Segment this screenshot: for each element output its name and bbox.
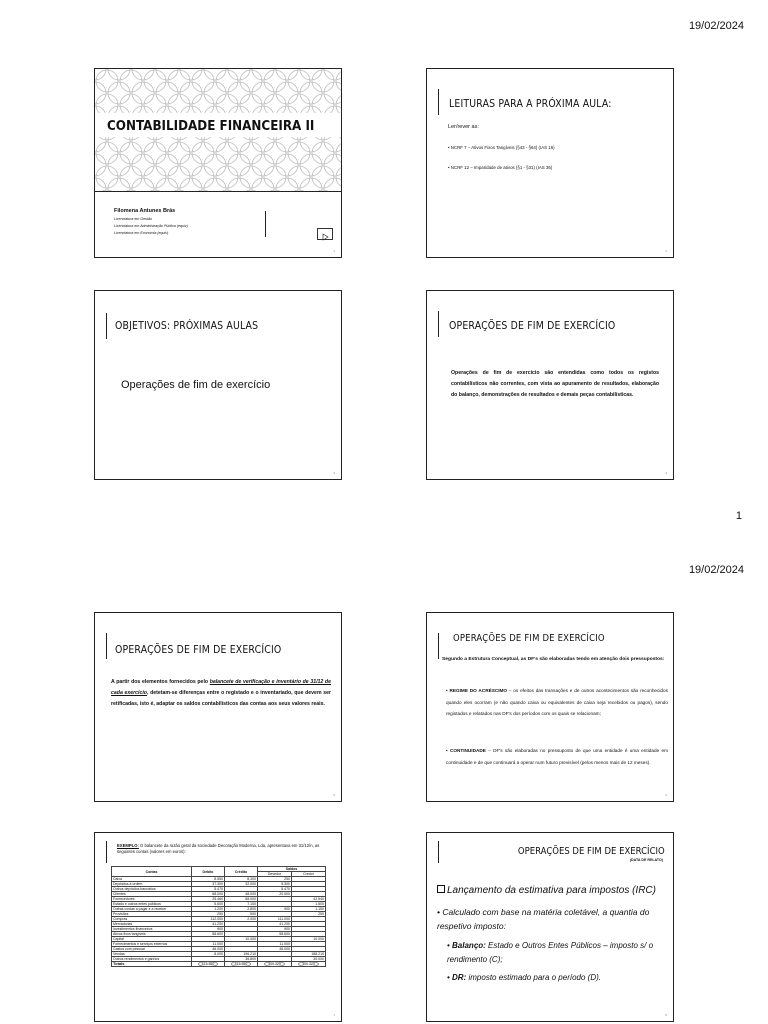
slide-number: 7 (333, 1013, 335, 1017)
value-cell: 8.000 (192, 952, 225, 957)
slide-title[interactable] (94, 68, 342, 258)
value-cell: 250 (258, 877, 292, 882)
accent-bar (265, 211, 266, 237)
author-credential: Licenciatura em Gestão (114, 217, 152, 221)
value-cell: 11.000 (258, 942, 292, 947)
totals-label: Totais (112, 962, 192, 967)
total-value: 300.320 (298, 962, 319, 967)
column-header: Saldos (258, 867, 326, 872)
play-icon[interactable] (317, 228, 333, 240)
dr-label: DR: (452, 973, 467, 982)
table-header-row (112, 867, 326, 872)
example-text: O balancete da razão geral da sociedade Decoração Moderna, Lda, apresentava em 31/12/n, as seguintes contas (valores em euros): (117, 843, 320, 854)
dr-text: imposto estimado para o período (D). (466, 973, 601, 982)
reading-item-text: NCRF 7 – Ativos Fixos Tangíveis (§43 - §64) (IAS 16) (450, 145, 555, 150)
value-cell: 10.000 (225, 937, 258, 942)
reading-item: • NCRF 12 – Imparidade de ativos (§1 - §31) (IAS 36) (448, 165, 553, 170)
going-concern-label: CONTINUIDADE (449, 748, 486, 753)
reading-item: • NCRF 7 – Ativos Fixos Tangíveis (§43 - §64) (IAS 16) (448, 145, 555, 150)
accent-bar (438, 311, 439, 337)
value-cell: 900 (258, 927, 292, 932)
value-cell: 250 (192, 912, 225, 917)
value-cell: 900 (258, 907, 292, 912)
slide-example[interactable] (94, 832, 342, 1022)
assumption-going-concern: • CONTINUIDADE – DF's são elaboradas no pressuposto de que uma entidade é uma entidade em continuidade e de que continuará a operar num futuro previsível (pelos menos mais de 12 meses). (446, 748, 668, 765)
account-name-cell: Mercadorias (112, 922, 192, 927)
value-cell: 41.200 (258, 922, 292, 927)
balance-text: Estado e Outros Entes Públicos – imposto s/ o rendimento (C); (447, 941, 654, 964)
value-cell: 20.000 (258, 892, 292, 897)
slide-definition[interactable] (426, 290, 674, 480)
account-name-cell: Outros rendimentos e ganhos (112, 957, 192, 962)
value-cell: 48.000 (225, 892, 258, 897)
value-cell: 5.300 (258, 882, 292, 887)
assumption-accrual: • REGIME DO ACRÉSCIMO – os efeitos das transações e de outros acontecimentos são reconhecidos quando eles ocorram (e não quando caixa ou equivalentes de caixa seja recebidos ou pagos), sendo registados e relatados nas DF's dos períodos com os quais se relacionam; (446, 688, 668, 716)
definition-text: Operações de fim de exercício são entendidas como todos os registos contabilísticos não correntes, com vista ao apuramento de resultados, elaboração do balanço, demonstrações de resultados e demais peças contabilísticas. (451, 370, 659, 398)
slide-number: 4 (665, 471, 667, 475)
account-name-cell: Provisões (112, 912, 192, 917)
dr-bullet: • DR: imposto estimado para o período (D). (447, 973, 601, 982)
slide-heading: OPERAÇÕES DE FIM DE EXERCÍCIO (518, 846, 665, 857)
value-cell: 68.000 (192, 892, 225, 897)
checkbox-icon (437, 885, 445, 893)
value-cell: 37.300 (192, 882, 225, 887)
objective-text: Operações de fim de exercício (121, 379, 271, 391)
total-cell (258, 962, 292, 967)
value-cell: 188.210 (292, 952, 326, 957)
slide-heading: OPERAÇÕES DE FIM DE EXERCÍCIO (453, 633, 605, 644)
value-cell: 5.470 (192, 887, 225, 892)
trial-balance-table (111, 866, 326, 967)
account-name-cell: Fornecedores (112, 897, 192, 902)
value-cell: 58.600 (192, 932, 225, 937)
accrual-text: – os efeitos das transações e de outros acontecimentos são reconhecidos quando eles ocorram (e não quando caixa ou equivalentes de caixa seja recebidos ou pagos), sendo registados e relatados nas DF's dos períodos com os quais se relacionam; (446, 688, 668, 716)
total-cell (292, 962, 326, 967)
example-intro (117, 843, 331, 855)
value-cell: 25.460 (192, 897, 225, 902)
value-cell: 250 (292, 912, 326, 917)
value-cell: 2.800 (225, 907, 258, 912)
account-name-cell: Clientes (112, 892, 192, 897)
value-cell: 2.000 (225, 917, 258, 922)
tax-bullet: • Calculado com base na matéria coletável, a quantia do respetivo imposto: (437, 907, 650, 931)
slide-heading: OPERAÇÕES DE FIM DE EXERCÍCIO (449, 319, 616, 332)
value-cell: 68.000 (225, 897, 258, 902)
value-cell: 11.000 (192, 942, 225, 947)
slide-differences[interactable] (94, 612, 342, 802)
slide-number: 2 (665, 249, 667, 253)
account-name-cell: Ativos fixos tangíveis (112, 932, 192, 937)
example-label: EXEMPLO: (117, 843, 139, 848)
account-name-cell: Investimentos financeiros (112, 927, 192, 932)
value-cell: 46.000 (192, 947, 225, 952)
tax-heading-text: Lançamento da estimativa para impostos (IRC) (447, 885, 656, 896)
author-credential: Licenciatura em Administração Pública (equiv) (114, 224, 188, 228)
account-name-cell: Depósitos à ordem (112, 882, 192, 887)
value-cell: 196.210 (225, 952, 258, 957)
balance-bullet: • Balanço: Estado e Outros Entes Públicos – imposto s/ o rendimento (C); (447, 941, 654, 964)
value-cell: 1.500 (292, 902, 326, 907)
total-cell (192, 962, 225, 967)
table-totals-row (112, 962, 326, 967)
slide-heading: LEITURAS PARA A PRÓXIMA AULA: (449, 97, 612, 110)
page-date: 19/02/2024 (688, 564, 744, 576)
author-name: Filomena Antunes Brás (114, 208, 176, 214)
page-number: 1 (735, 510, 742, 522)
going-concern-text: – DF's são elaboradas no pressuposto de que uma entidade é uma entidade em continuidade e de que continuará a operar num futuro previsível (pelos menos mais de 12 meses). (446, 748, 668, 765)
account-name-cell: Gastos com pessoal (112, 947, 192, 952)
accent-bar (106, 633, 107, 659)
value-cell: 58.600 (258, 932, 292, 937)
value-cell: 111.000 (258, 917, 292, 922)
accent-bar (106, 841, 107, 863)
column-header: Devedor (258, 872, 292, 877)
accrual-label: REGIME DO ACRÉSCIMO (449, 688, 508, 693)
account-name-cell: Outras contas a pagar e a receber (112, 907, 192, 912)
reading-item-text: NCRF 12 – Imparidade de ativos (§1 - §31) (IAS 36) (450, 165, 553, 170)
account-name-cell: Vendas (112, 952, 192, 957)
accent-bar (438, 841, 439, 863)
value-cell: 5.600 (192, 902, 225, 907)
total-value: 300.320 (264, 962, 285, 967)
value-cell: 46.000 (258, 947, 292, 952)
text-part: , detetam-se diferenças entre o registado e o inventariado, que devem ser retificadas, isto é, adaptar os saldos contabilísticos das contas aos seus valores reais. (111, 690, 331, 707)
tax-heading (437, 885, 656, 896)
page-date: 19/02/2024 (688, 20, 744, 32)
value-cell: 1.200 (192, 907, 225, 912)
slide-number: 8 (665, 1013, 667, 1017)
value-cell: 8.300 (225, 877, 258, 882)
value-cell: 42.540 (292, 897, 326, 902)
value-cell: 900 (192, 927, 225, 932)
total-value: 415.550 (231, 962, 252, 967)
slide-assumptions[interactable] (426, 612, 674, 802)
text-part: A partir dos elementos fornecidos pelo (111, 679, 210, 685)
account-name-cell: Compras (112, 917, 192, 922)
author-credential: Licenciatura em Economia (equiv) (114, 231, 169, 235)
slide-tax-estimate[interactable] (426, 832, 674, 1022)
total-cell (225, 962, 258, 967)
value-cell: 32.000 (225, 882, 258, 887)
accent-bar (106, 313, 107, 339)
accent-bar (438, 633, 439, 659)
slide-number: 1 (333, 249, 335, 253)
title-divider (95, 191, 341, 192)
column-header: Credor (292, 872, 326, 877)
text-underlined: balancete de verificação e inventário de 31/12 de cada exercício (111, 679, 331, 696)
value-cell: 7.100 (225, 902, 258, 907)
accent-bar (438, 89, 439, 115)
value-cell: 112.000 (192, 917, 225, 922)
differences-text (111, 677, 331, 710)
slide-heading: OBJETIVOS: PRÓXIMAS AULAS (115, 319, 259, 332)
value-cell: 1.150 (292, 907, 326, 912)
slide-number: 5 (333, 793, 335, 797)
slide-number: 6 (665, 793, 667, 797)
account-name-cell: Capital (112, 937, 192, 942)
value-cell: 30.000 (292, 957, 326, 962)
tax-bullet-text: Calculado com base na matéria coletável, a quantia do respetivo imposto: (437, 907, 650, 931)
column-header: Crédito (225, 867, 258, 877)
value-cell: 8.550 (192, 877, 225, 882)
account-name-cell: Outros depósitos bancários (112, 887, 192, 892)
account-name-cell: Fornecimentos e serviços externos (112, 942, 192, 947)
value-cell: 10.000 (292, 937, 326, 942)
total-value: 415.550 (198, 962, 219, 967)
value-cell: 41.200 (192, 922, 225, 927)
assumptions-intro: Segundo a Estrutura Conceptual, as DF's são elaboradas tendo em atenção dois pressupostos: (442, 657, 665, 662)
slide-title-text: CONTABILIDADE FINANCEIRA II (107, 119, 315, 134)
value-cell: 5.470 (258, 887, 292, 892)
value-cell: 36.800 (225, 957, 258, 962)
balance-label: Balanço: (452, 941, 486, 950)
column-header: Débito (192, 867, 225, 877)
account-name-cell: Caixa (112, 877, 192, 882)
account-name-cell: Estado e outros entes públicos (112, 902, 192, 907)
value-cell: 500 (225, 912, 258, 917)
slide-readings[interactable] (426, 68, 674, 258)
slide-number: 3 (333, 471, 335, 475)
slide-heading: OPERAÇÕES DE FIM DE EXERCÍCIO (115, 643, 282, 656)
column-header: Contas (112, 867, 192, 877)
slide-objectives[interactable] (94, 290, 342, 480)
reading-intro: Ler/rever as: (448, 124, 479, 130)
slide-subheading: (DATA DE RELATO) (629, 858, 663, 862)
